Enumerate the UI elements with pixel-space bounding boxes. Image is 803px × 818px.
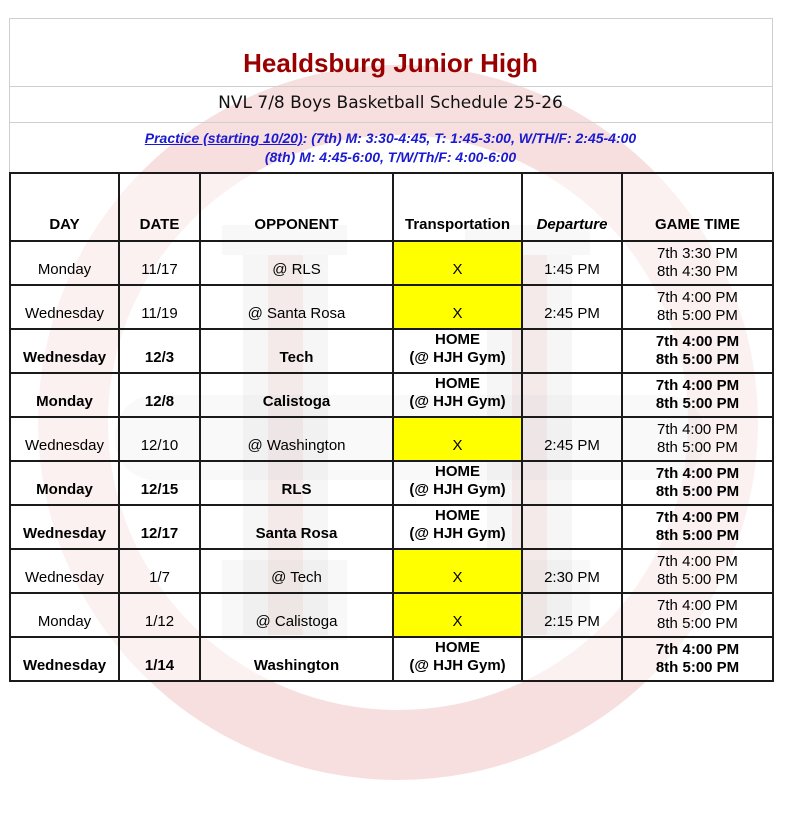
cell-opponent: Washington <box>200 637 393 681</box>
school-title: Healdsburg Junior High <box>243 48 538 78</box>
cell-transportation: HOME (@ HJH Gym) <box>393 329 522 373</box>
cell-day: Wednesday <box>10 329 119 373</box>
cell-departure: 2:45 PM <box>522 285 622 329</box>
cell-date: 12/17 <box>119 505 200 549</box>
practice-line-2: (8th) M: 4:45-6:00, T/W/Th/F: 4:00-6:00 <box>264 149 517 165</box>
cell-transportation: X <box>393 593 522 637</box>
cell-transportation: X <box>393 285 522 329</box>
cell-day: Monday <box>10 461 119 505</box>
cell-opponent: Tech <box>200 329 393 373</box>
cell-opponent: @ Calistoga <box>200 593 393 637</box>
cell-date: 1/14 <box>119 637 200 681</box>
cell-day: Wednesday <box>10 417 119 461</box>
cell-opponent: RLS <box>200 461 393 505</box>
table-row <box>10 285 773 329</box>
cell-opponent: Calistoga <box>200 373 393 417</box>
col-header-date: DATE <box>119 173 200 241</box>
cell-departure <box>522 637 622 681</box>
cell-opponent: @ RLS <box>200 241 393 285</box>
cell-day: Wednesday <box>10 285 119 329</box>
practice-line-1 <box>9 129 772 148</box>
cell-day: Monday <box>10 241 119 285</box>
practice-schedule <box>9 129 772 167</box>
table-row <box>10 505 773 549</box>
cell-opponent: @ Tech <box>200 549 393 593</box>
cell-departure <box>522 373 622 417</box>
cell-date: 12/10 <box>119 417 200 461</box>
cell-departure: 2:45 PM <box>522 417 622 461</box>
cell-game-time: 7th 4:00 PM 8th 5:00 PM <box>622 593 773 637</box>
cell-day: Wednesday <box>10 549 119 593</box>
col-header-departure: Departure <box>522 173 622 241</box>
col-header-transportation: Transportation <box>393 173 522 241</box>
table-header-row <box>10 173 773 241</box>
cell-departure <box>522 329 622 373</box>
cell-game-time: 7th 4:00 PM 8th 5:00 PM <box>622 417 773 461</box>
table-row <box>10 461 773 505</box>
table-row <box>10 417 773 461</box>
practice-link[interactable]: Practice (starting 10/20) <box>144 130 303 146</box>
cell-day: Monday <box>10 593 119 637</box>
cell-departure <box>522 505 622 549</box>
col-header-opponent: OPPONENT <box>200 173 393 241</box>
cell-game-time: 7th 4:00 PM 8th 5:00 PM <box>622 637 773 681</box>
cell-transportation: X <box>393 241 522 285</box>
cell-transportation: HOME (@ HJH Gym) <box>393 637 522 681</box>
cell-game-time: 7th 4:00 PM 8th 5:00 PM <box>622 329 773 373</box>
table-row <box>10 241 773 285</box>
schedule-subtitle: NVL 7/8 Boys Basketball Schedule 25-26 <box>218 93 563 113</box>
cell-game-time: 7th 4:00 PM 8th 5:00 PM <box>622 505 773 549</box>
cell-game-time: 7th 4:00 PM 8th 5:00 PM <box>622 285 773 329</box>
table-row <box>10 593 773 637</box>
cell-game-time: 7th 4:00 PM 8th 5:00 PM <box>622 549 773 593</box>
cell-date: 1/12 <box>119 593 200 637</box>
cell-departure: 2:30 PM <box>522 549 622 593</box>
cell-date: 12/8 <box>119 373 200 417</box>
cell-date: 1/7 <box>119 549 200 593</box>
grid-line <box>9 122 772 123</box>
grid-line <box>9 18 772 19</box>
cell-day: Wednesday <box>10 637 119 681</box>
cell-departure <box>522 461 622 505</box>
schedule-table <box>9 172 774 682</box>
cell-date: 11/17 <box>119 241 200 285</box>
cell-transportation: X <box>393 417 522 461</box>
cell-day: Wednesday <box>10 505 119 549</box>
grid-line <box>772 18 773 173</box>
cell-day: Monday <box>10 373 119 417</box>
table-row <box>10 373 773 417</box>
cell-date: 12/3 <box>119 329 200 373</box>
grid-line <box>9 86 772 87</box>
cell-date: 11/19 <box>119 285 200 329</box>
cell-transportation: HOME (@ HJH Gym) <box>393 505 522 549</box>
table-row <box>10 637 773 681</box>
cell-transportation: X <box>393 549 522 593</box>
cell-departure: 2:15 PM <box>522 593 622 637</box>
cell-opponent: @ Washington <box>200 417 393 461</box>
cell-game-time: 7th 3:30 PM 8th 4:30 PM <box>622 241 773 285</box>
table-row <box>10 329 773 373</box>
cell-transportation: HOME (@ HJH Gym) <box>393 373 522 417</box>
table-row <box>10 549 773 593</box>
cell-game-time: 7th 4:00 PM 8th 5:00 PM <box>622 461 773 505</box>
cell-opponent: Santa Rosa <box>200 505 393 549</box>
cell-departure: 1:45 PM <box>522 241 622 285</box>
col-header-game-time: GAME TIME <box>622 173 773 241</box>
col-header-day: DAY <box>10 173 119 241</box>
cell-date: 12/15 <box>119 461 200 505</box>
cell-transportation: HOME (@ HJH Gym) <box>393 461 522 505</box>
practice-7th-times: : (7th) M: 3:30-4:45, T: 1:45-3:00, W/TH/F: 2:45-4:00 <box>302 130 637 146</box>
cell-opponent: @ Santa Rosa <box>200 285 393 329</box>
cell-game-time: 7th 4:00 PM 8th 5:00 PM <box>622 373 773 417</box>
